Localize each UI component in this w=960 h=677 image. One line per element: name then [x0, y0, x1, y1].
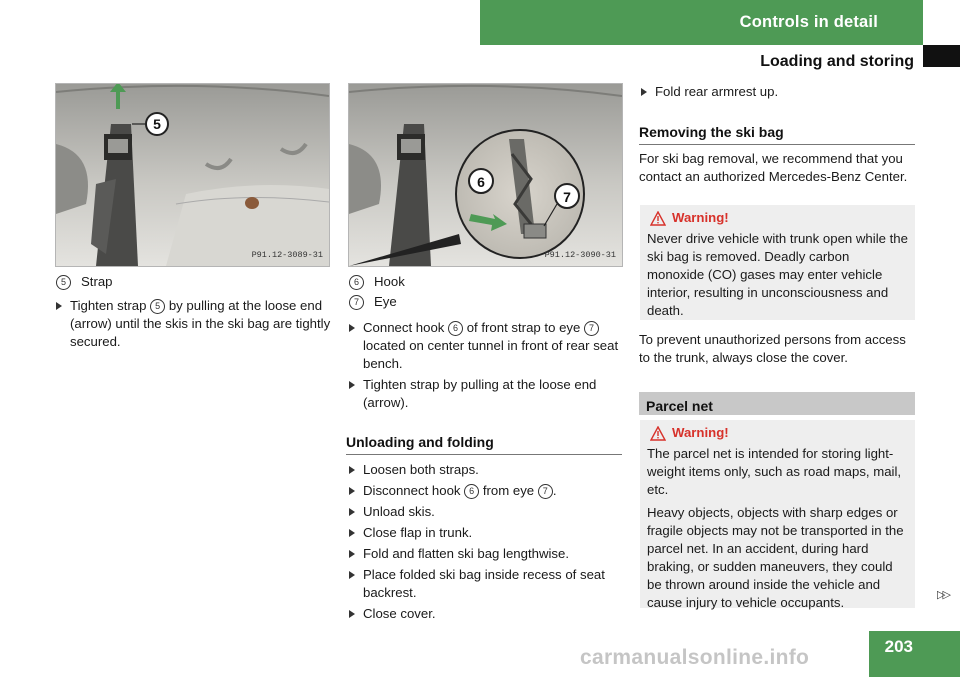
- heading-unloading: Unloading and folding: [346, 433, 622, 455]
- step-arrow-icon: [349, 324, 355, 332]
- step-arrow-icon: [349, 487, 355, 495]
- step-fold-armrest: [641, 83, 915, 101]
- step-arrow-icon: [349, 508, 355, 516]
- callout-number: 6: [349, 275, 364, 290]
- legend-item-eye: [349, 293, 397, 311]
- step-text: Close cover.: [363, 606, 436, 621]
- heading-removing: Removing the ski bag: [639, 123, 915, 145]
- step-text: Fold and flatten ski bag lengthwise.: [363, 546, 569, 561]
- step-arrow-icon: [56, 302, 62, 310]
- step-text: Tighten strap 5 by pulling at the loose end (arrow) until the skis in the ski bag are tightly secured.: [70, 298, 331, 349]
- section-title: Controls in detail: [739, 13, 878, 31]
- step-place-folded: [349, 566, 622, 602]
- legend-label: Hook: [374, 274, 405, 289]
- step-loosen: [349, 461, 622, 479]
- step-arrow-icon: [349, 381, 355, 389]
- step-arrow-icon: [349, 610, 355, 618]
- figure-hook-eye: [348, 83, 623, 267]
- header-marker: [923, 45, 960, 67]
- double-chevron-right-icon: ▷▷: [937, 589, 948, 601]
- warning-text: Never drive vehicle with trunk open while the ski bag is removed. Deadly carbon monoxide (CO) gases may enter vehicle interior, resulting in unconsciousness and death.: [647, 231, 908, 318]
- legend-item-hook: [349, 273, 405, 291]
- callout-number: 6: [448, 321, 463, 336]
- step-text: Fold rear armrest up.: [655, 84, 779, 99]
- warning-text: Heavy objects, objects with sharp edges or fragile objects may not be transported in the parcel net. In an accident, during hard braking, or sudden maneuvers, they could be thrown around inside the vehicle and cause injury to vehicle occupants.: [647, 505, 904, 610]
- legend-label: Strap: [81, 274, 113, 289]
- step-text: Loosen both straps.: [363, 462, 479, 477]
- legend-label: Eye: [374, 294, 397, 309]
- step-fold-flatten: [349, 545, 622, 563]
- figure1-code: P91.12-3089-31: [251, 250, 323, 260]
- callout-number: 5: [56, 275, 71, 290]
- figure2-code: P91.12-3090-31: [544, 250, 616, 260]
- step-connect-hook: [349, 319, 622, 373]
- page-number: 203: [884, 637, 913, 656]
- strap-illustration: [56, 84, 329, 266]
- warning-box-trunk: [640, 205, 915, 320]
- step-tighten-strap: [56, 297, 332, 351]
- step-arrow-icon: [349, 529, 355, 537]
- step-unload: [349, 503, 622, 521]
- callout-number: 7: [349, 295, 364, 310]
- hook-eye-illustration: [349, 84, 622, 266]
- header-bar: [480, 0, 923, 45]
- callout-number: 5: [150, 299, 165, 314]
- warning-text: The parcel net is intended for storing light-weight items only, such as road maps, mail, etc.: [647, 446, 902, 497]
- figure2-callout-6: 6: [477, 174, 485, 190]
- callout-number: 7: [538, 484, 553, 499]
- step-arrow-icon: [349, 550, 355, 558]
- figure-strap: [55, 83, 330, 267]
- warning-triangle-icon: [650, 426, 666, 441]
- warning-title: Warning!: [650, 209, 909, 227]
- callout-number: 7: [584, 321, 599, 336]
- warning-triangle-icon: [650, 211, 666, 226]
- warning-box-parcel: [640, 420, 915, 608]
- warning-title: Warning!: [650, 424, 909, 442]
- step-disconnect: [349, 482, 622, 500]
- step-arrow-icon: [349, 571, 355, 579]
- page-number-box: [869, 631, 960, 677]
- para-prevent: To prevent unauthorized persons from access to the trunk, always close the cover.: [639, 332, 906, 365]
- legend-item-strap: [56, 273, 113, 291]
- step-text: Close flap in trunk.: [363, 525, 473, 540]
- step-text: Connect hook 6 of front strap to eye 7 located on center tunnel in front of rear seat bench.: [363, 320, 619, 371]
- step-text: Place folded ski bag inside recess of seat backrest.: [363, 567, 605, 600]
- watermark: carmanualsonline.info: [580, 646, 810, 669]
- step-arrow-icon: [641, 88, 647, 96]
- step-close-flap: [349, 524, 622, 542]
- para-removing: For ski bag removal, we recommend that you contact an authorized Mercedes-Benz Center.: [639, 151, 908, 184]
- step-text: Unload skis.: [363, 504, 435, 519]
- figure2-callout-7: 7: [563, 189, 571, 205]
- step-arrow-icon: [349, 466, 355, 474]
- step-tighten-loose-end: [349, 376, 622, 412]
- subsection-title: Loading and storing: [760, 53, 914, 70]
- callout-number: 6: [464, 484, 479, 499]
- figure1-callout: 5: [153, 116, 161, 132]
- step-text: Tighten strap by pulling at the loose end (arrow).: [363, 377, 597, 410]
- step-close-cover: [349, 605, 622, 623]
- step-text: Disconnect hook 6 from eye 7 .: [363, 483, 557, 498]
- section-parcel-net: Parcel net: [639, 392, 915, 415]
